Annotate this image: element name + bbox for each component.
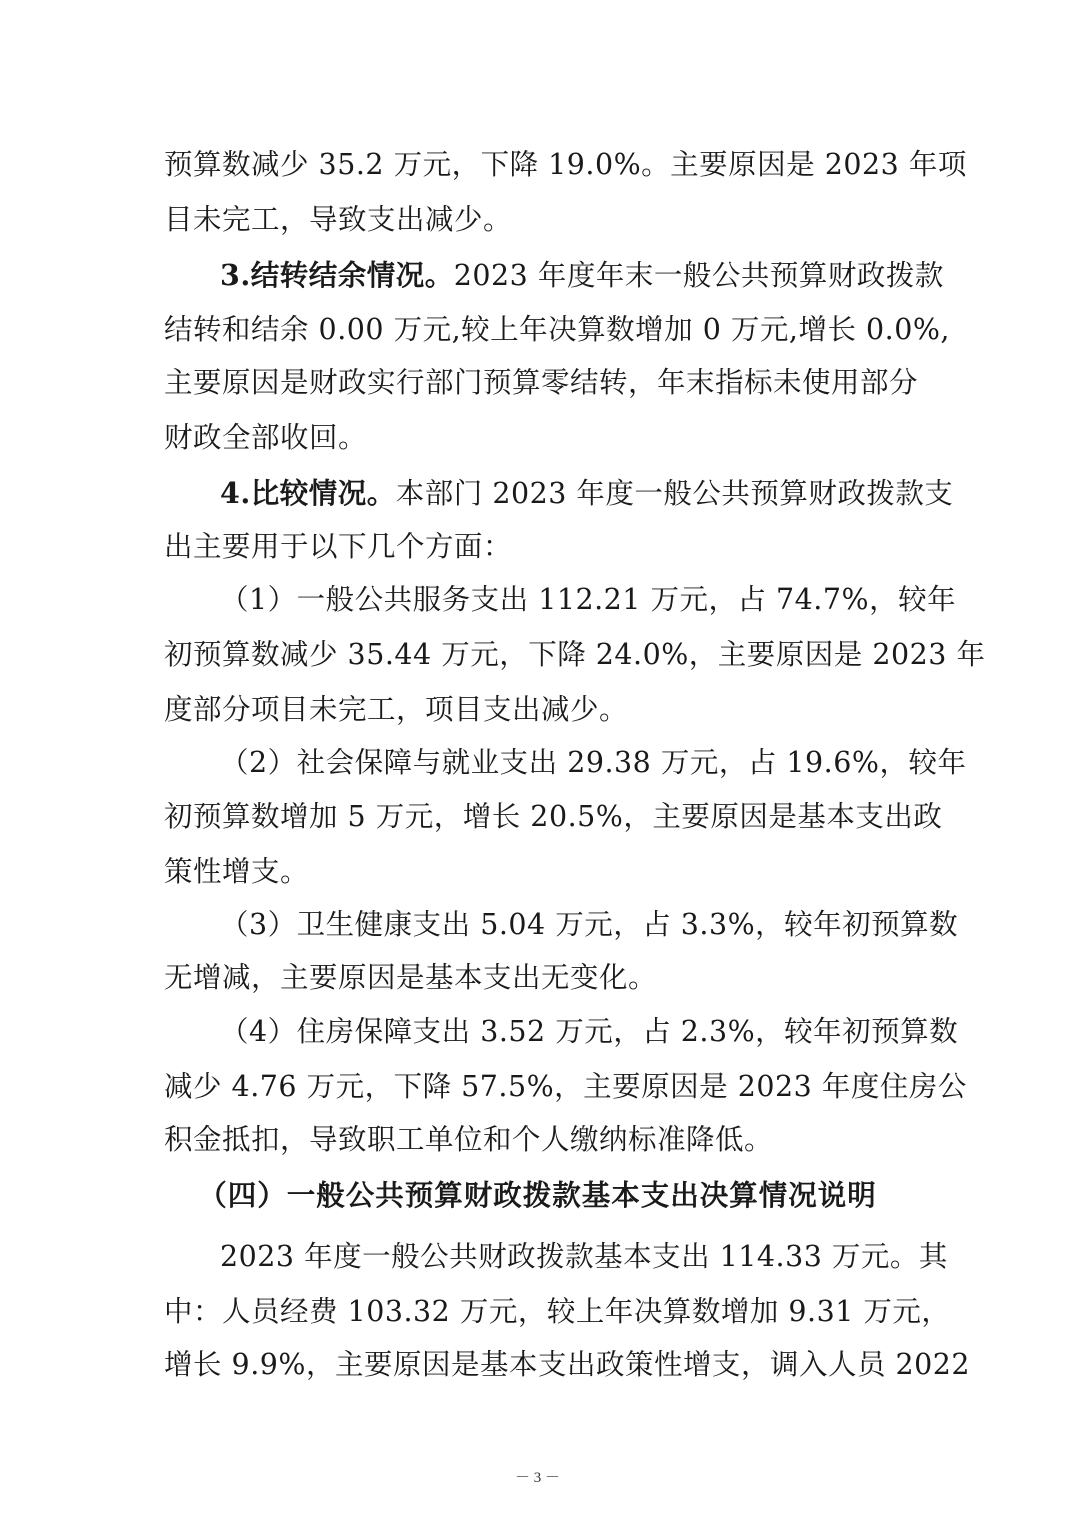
section4-lead: 4.比较情况。: [220, 476, 396, 510]
paragraph-line: 积金抵扣，导致职工单位和个人缴纳标准降低。: [164, 1123, 774, 1156]
paragraph-line: （4）住房保障支出 3.52 万元，占 2.3%，较年初预算数: [220, 1015, 959, 1048]
section4-text: 本部门 2023 年度一般公共预算财政拨款支: [395, 477, 954, 510]
paragraph-line: 财政全部收回。: [164, 421, 368, 454]
paragraph-line-section3: [220, 255, 944, 295]
paragraph-line: （3）卫生健康支出 5.04 万元，占 3.3%，较年初预算数: [220, 908, 959, 941]
paragraph-line: 预算数减少 35.2 万元，下降 19.0%。主要原因是 2023 年项: [164, 148, 967, 181]
paragraph-line: 初预算数增加 5 万元，增长 20.5%，主要原因是基本支出政: [164, 800, 943, 833]
page-number: － 3 －: [514, 1470, 560, 1486]
paragraph-line: 结转和结余 0.00 万元,较上年决算数增加 0 万元,增长 0.0%,: [164, 313, 950, 346]
paragraph-line-section4: [220, 473, 954, 513]
paragraph-line: 增长 9.9%，主要原因是基本支出政策性增支，调入人员 2022: [164, 1348, 971, 1381]
paragraph-line: 主要原因是财政实行部门预算零结转，年末指标未使用部分: [164, 366, 919, 399]
section-heading: （四）一般公共预算财政拨款基本支出决算情况说明: [198, 1178, 877, 1212]
paragraph-line: 度部分项目未完工，项目支出减少。: [164, 693, 629, 726]
paragraph-line: （2）社会保障与就业支出 29.38 万元，占 19.6%，较年: [220, 746, 967, 779]
paragraph-line: （1）一般公共服务支出 112.21 万元，占 74.7%，较年: [220, 583, 957, 616]
paragraph-line: 中：人员经费 103.32 万元，较上年决算数增加 9.31 万元，: [164, 1295, 951, 1328]
paragraph-line: 目未完工，导致支出减少。: [164, 203, 513, 236]
paragraph-line: 出主要用于以下几个方面：: [164, 530, 513, 563]
paragraph-line: 初预算数减少 35.44 万元，下降 24.0%，主要原因是 2023 年: [164, 638, 986, 671]
paragraph-line: 策性增支。: [164, 855, 310, 888]
section3-text: 2023 年度年末一般公共预算财政拨款: [453, 259, 944, 292]
section3-lead: 3.结转结余情况。: [220, 258, 454, 292]
paragraph-line: 减少 4.76 万元，下降 57.5%，主要原因是 2023 年度住房公: [164, 1070, 967, 1103]
paragraph-line: 2023 年度一般公共财政拨款基本支出 114.33 万元。其: [220, 1240, 948, 1273]
paragraph-line: 无增减，主要原因是基本支出无变化。: [164, 961, 658, 994]
